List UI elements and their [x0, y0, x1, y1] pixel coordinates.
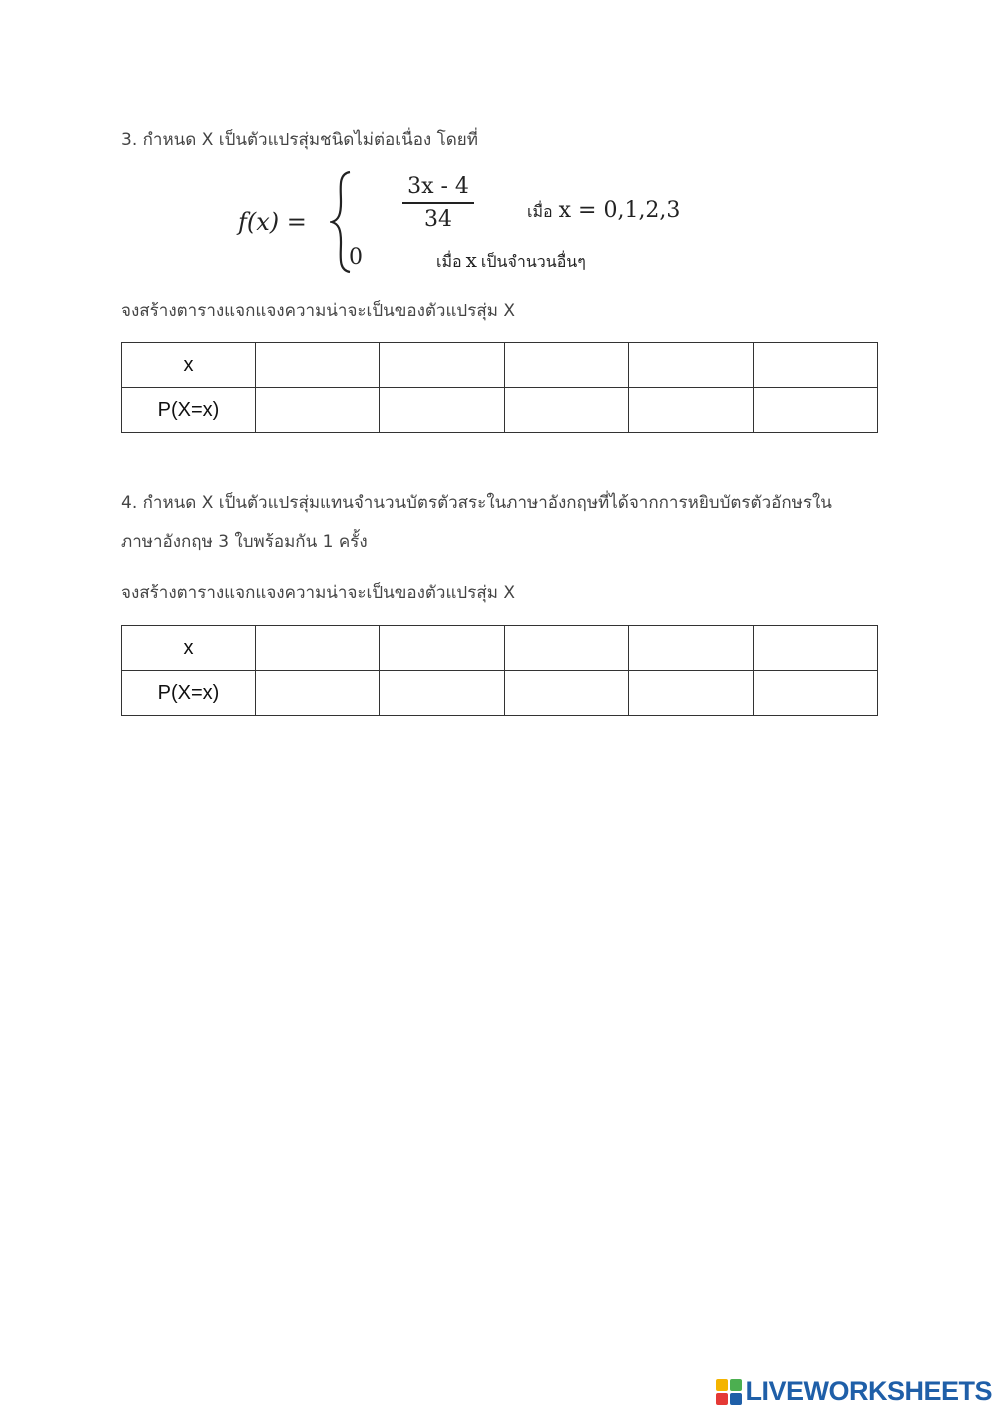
answer-cell[interactable] — [753, 388, 877, 433]
answer-cell[interactable] — [256, 671, 380, 716]
answer-cell[interactable] — [504, 388, 628, 433]
condition-1-values: x = 0,1,2,3 — [558, 198, 681, 223]
answer-cell[interactable] — [629, 626, 753, 671]
answer-cell[interactable] — [629, 388, 753, 433]
answer-cell[interactable] — [380, 626, 504, 671]
formula-denominator: 34 — [424, 207, 452, 232]
answer-cell[interactable] — [629, 343, 753, 388]
table-row — [122, 626, 878, 671]
answer-cell[interactable] — [256, 626, 380, 671]
row-label-probability: P(X=x) — [122, 671, 256, 716]
formula-equals: = — [286, 208, 307, 236]
formula-zero: 0 — [349, 245, 363, 270]
table-row — [122, 388, 878, 433]
answer-cell[interactable] — [753, 626, 877, 671]
formula-numerator: 3x - 4 — [407, 174, 469, 199]
row-label-probability: P(X=x) — [122, 388, 256, 433]
q4-prompt-line1: 4. กำหนด X เป็นตัวแปรสุ่มแทนจำนวนบัตรตัวสระในภาษาอังกฤษที่ได้จากการหยิบบัตรตัวอักษรใน — [121, 493, 832, 513]
q4-distribution-table — [121, 625, 878, 716]
answer-cell[interactable] — [380, 343, 504, 388]
condition-2-rest: เป็นจำนวนอื่นๆ — [480, 252, 586, 271]
answer-cell[interactable] — [629, 671, 753, 716]
fraction-bar — [402, 202, 474, 204]
condition-1-word: เมื่อ — [527, 202, 553, 221]
answer-cell[interactable] — [256, 343, 380, 388]
formula-lhs — [238, 208, 307, 236]
answer-cell[interactable] — [753, 343, 877, 388]
answer-cell[interactable] — [380, 671, 504, 716]
q4-prompt-line2: ภาษาอังกฤษ 3 ใบพร้อมกัน 1 ครั้ง — [121, 532, 368, 552]
answer-cell[interactable] — [504, 626, 628, 671]
row-label-x: x — [122, 343, 256, 388]
row-label-x: x — [122, 626, 256, 671]
condition-2-word: เมื่อ — [436, 252, 462, 271]
formula-arg: (x) — [246, 208, 280, 236]
logo-text: LIVEWORKSHEETS — [745, 1376, 992, 1406]
answer-cell[interactable] — [380, 388, 504, 433]
table-row — [122, 343, 878, 388]
answer-cell[interactable] — [504, 343, 628, 388]
formula-fraction — [402, 174, 474, 232]
liveworksheets-logo[interactable] — [716, 1376, 992, 1407]
q4-instruction: จงสร้างตารางแจกแจงความน่าจะเป็นของตัวแปรสุ่ม X — [121, 583, 515, 603]
q3-instruction: จงสร้างตารางแจกแจงความน่าจะเป็นของตัวแปรสุ่ม X — [121, 301, 515, 321]
table-row — [122, 671, 878, 716]
answer-cell[interactable] — [504, 671, 628, 716]
answer-cell[interactable] — [256, 388, 380, 433]
formula-condition-2 — [436, 248, 586, 275]
formula-f: f — [238, 208, 247, 236]
answer-cell[interactable] — [753, 671, 877, 716]
q3-distribution-table — [121, 342, 878, 433]
formula-condition-1 — [527, 198, 680, 225]
q3-prompt: 3. กำหนด X เป็นตัวแปรสุ่มชนิดไม่ต่อเนื่อง โดยที่ — [121, 130, 478, 150]
condition-2-var: x — [465, 248, 477, 272]
liveworksheets-logo-icon — [716, 1379, 742, 1405]
